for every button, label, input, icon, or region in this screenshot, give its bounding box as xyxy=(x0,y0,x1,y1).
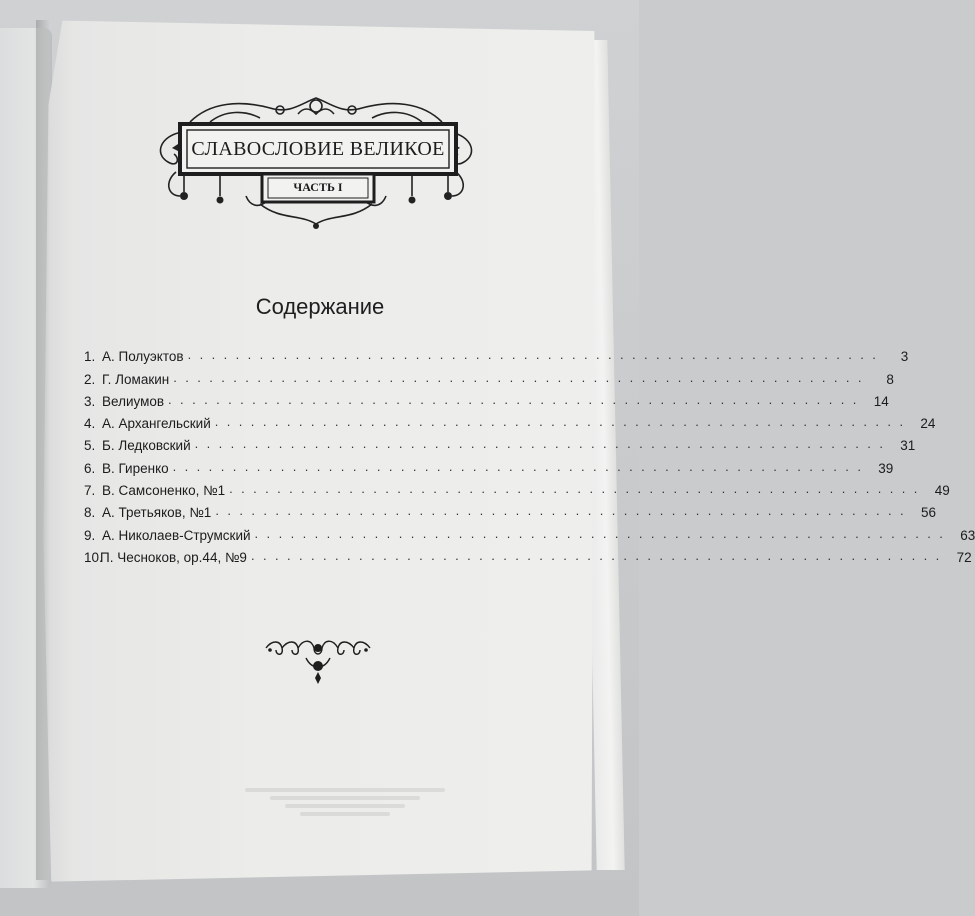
toc-item-page: 49 xyxy=(934,483,950,499)
toc-item-number: 9. xyxy=(84,527,96,543)
toc-item-name: А. Николаев-Струмский xyxy=(102,527,251,543)
contents-heading: Содержание xyxy=(255,294,385,319)
toc-item xyxy=(84,364,894,387)
toc-leader-dots: .......................................................... xyxy=(250,547,948,563)
title-frame xyxy=(184,128,452,170)
toc-leader-dots: .......................................................... xyxy=(172,458,870,474)
toc-item-name: П. Чесноков, ор.44, №9 xyxy=(100,549,247,565)
subtitle-frame xyxy=(266,174,370,200)
toc-item-name: Б. Ледковский xyxy=(102,438,191,454)
toc-item-number: 1. xyxy=(84,349,96,365)
document-title: СЛАВОСЛОВИЕ ВЕЛИКОЕ xyxy=(191,137,445,160)
toc-leader-dots: .......................................................... xyxy=(194,436,892,452)
toc-item-number: 2. xyxy=(84,371,96,387)
page-gutter-shadow xyxy=(36,20,50,880)
toc-leader-dots: .......................................................... xyxy=(254,525,952,541)
toc-item-name: А. Архангельский xyxy=(102,416,211,432)
toc-item xyxy=(84,453,894,476)
toc-item-number: 3. xyxy=(84,393,96,409)
title-cartouche xyxy=(150,92,482,230)
toc-item-page: 14 xyxy=(873,393,889,409)
toc-item-name: А. Полуэктов xyxy=(102,349,184,365)
toc-item xyxy=(84,498,937,521)
toc-leader-dots: .......................................................... xyxy=(187,347,885,363)
toc-item-name: В. Гиренко xyxy=(102,460,169,476)
toc-item xyxy=(84,387,889,409)
toc-leader-dots: .......................................................... xyxy=(168,391,865,407)
toc-leader-dots: .......................................................... xyxy=(215,503,913,519)
toc-item-page: 24 xyxy=(920,416,936,432)
toc-item-number: 10. xyxy=(84,549,103,565)
toc-item-page: 8 xyxy=(886,371,894,387)
toc-item-page: 39 xyxy=(878,460,894,476)
toc-item xyxy=(84,409,936,432)
toc-item xyxy=(84,476,950,499)
toc-item-name: Г. Ломакин xyxy=(102,371,170,387)
toc-item-page: 63 xyxy=(960,527,975,543)
toc-item-number: 6. xyxy=(84,460,96,476)
toc-item-page: 3 xyxy=(900,349,909,365)
toc-item-page: 31 xyxy=(900,438,916,454)
show-through-imprint xyxy=(240,784,450,828)
toc-item-page: 72 xyxy=(956,549,972,565)
toc-item-number: 4. xyxy=(84,416,96,432)
toc-item-number: 7. xyxy=(84,483,96,499)
ornament-icon xyxy=(262,636,374,686)
document-subtitle: ЧАСТЬ I xyxy=(293,179,343,194)
toc-item-name: А. Третьяков, №1 xyxy=(102,505,212,521)
toc-leader-dots: .......................................................... xyxy=(214,414,912,430)
table-of-contents xyxy=(84,342,975,565)
toc-leader-dots: .......................................................... xyxy=(173,369,870,385)
toc-item-name: Велиумов xyxy=(102,393,165,409)
toc-item xyxy=(84,543,972,565)
toc-item xyxy=(84,431,916,454)
toc-leader-dots: .......................................................... xyxy=(229,481,926,497)
toc-item-number: 8. xyxy=(84,505,96,521)
toc-item xyxy=(84,520,975,543)
toc-item-page: 56 xyxy=(920,505,937,521)
toc-item-number: 5. xyxy=(84,438,96,454)
toc-item-name: В. Самсоненко, №1 xyxy=(102,483,226,499)
toc-item xyxy=(84,342,909,365)
